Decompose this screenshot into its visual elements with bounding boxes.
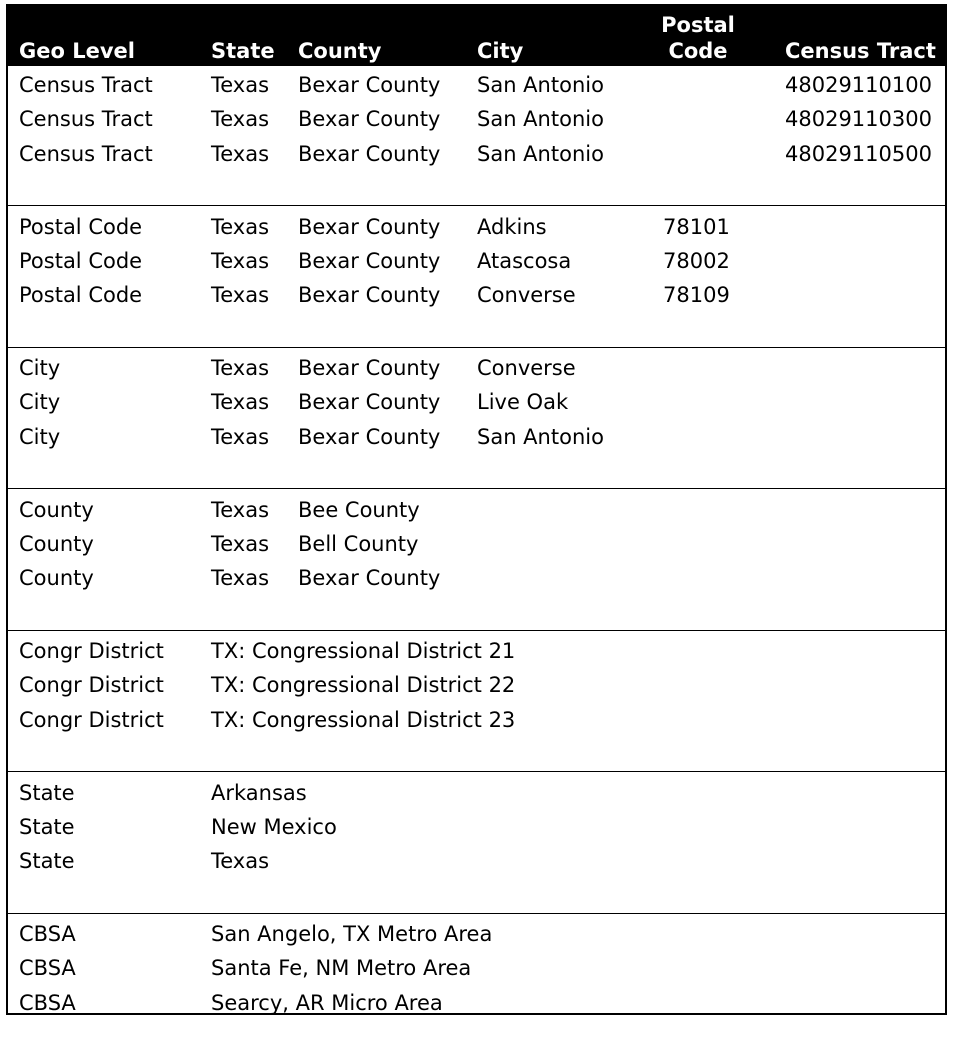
header-postal-line2: Code (668, 39, 728, 63)
state-cell: Arkansas (211, 780, 307, 805)
table-row (8, 561, 945, 595)
geo-level-cell: State (19, 814, 75, 839)
row-group (8, 915, 945, 1055)
geo-level-cell: Congr District (19, 673, 164, 698)
table-row (8, 776, 945, 810)
geo-level-cell: CBSA (19, 922, 76, 946)
city-cell: San Antonio (477, 424, 604, 449)
state-cell: Texas (211, 849, 270, 874)
table-row (8, 668, 945, 702)
geo-level-cell: County (19, 566, 94, 591)
state-cell: Texas (211, 73, 270, 97)
city-cell: Live Oak (477, 390, 569, 415)
table-header (8, 6, 945, 66)
state-cell: TX: Congressional District 21 (211, 639, 516, 663)
table-row (8, 137, 945, 171)
city-cell: Converse (477, 283, 576, 308)
row-group (8, 349, 945, 489)
county-cell: Bell County (298, 531, 419, 556)
geo-level-cell: County (19, 531, 94, 556)
table-row (8, 986, 945, 1020)
geo-level-cell: City (19, 356, 61, 380)
geo-level-cell: County (19, 497, 94, 522)
county-cell: Bexar County (298, 566, 441, 591)
table-row (8, 917, 945, 951)
county-cell: Bexar County (298, 424, 441, 449)
postal-code-cell: 78002 (663, 248, 730, 273)
county-cell: Bexar County (298, 283, 441, 308)
geo-level-cell: Census Tract (19, 141, 153, 166)
geo-level-cell: Census Tract (19, 73, 153, 97)
county-cell: Bexar County (298, 356, 441, 380)
table-row (8, 703, 945, 737)
table-row (8, 634, 945, 668)
geo-level-cell: Postal Code (19, 248, 143, 273)
row-group (8, 491, 945, 631)
geo-level-cell: Congr District (19, 707, 164, 732)
header-county: County (298, 39, 382, 63)
table-row (8, 68, 945, 102)
geo-level-cell: State (19, 780, 75, 805)
city-cell: San Antonio (477, 141, 604, 166)
geo-level-cell: Postal Code (19, 214, 143, 239)
county-cell: Bexar County (298, 141, 441, 166)
row-group (8, 208, 945, 348)
state-cell: Santa Fe, NM Metro Area (211, 956, 472, 981)
state-cell: San Angelo, TX Metro Area (211, 922, 493, 946)
state-cell: Texas (211, 214, 270, 239)
city-cell: San Antonio (477, 107, 604, 132)
postal-code-cell: 78101 (663, 214, 730, 239)
state-cell: TX: Congressional District 22 (211, 673, 516, 698)
row-group (8, 774, 945, 914)
table-row (8, 244, 945, 278)
county-cell: Bexar County (298, 107, 441, 132)
header-postal-line1: Postal (661, 13, 735, 37)
geo-level-cell: CBSA (19, 956, 76, 981)
table-row (8, 385, 945, 419)
state-cell: Texas (211, 356, 270, 380)
geo-level-cell: Postal Code (19, 283, 143, 308)
state-cell: New Mexico (211, 814, 337, 839)
county-cell: Bexar County (298, 390, 441, 415)
state-cell: TX: Congressional District 23 (211, 707, 516, 732)
census-tract-cell: 48029110300 (785, 107, 932, 132)
geo-level-cell: Congr District (19, 639, 164, 663)
row-group (8, 66, 945, 206)
county-cell: Bexar County (298, 73, 441, 97)
table-row (8, 278, 945, 312)
census-tract-cell: 48029110500 (785, 141, 932, 166)
geo-level-cell: City (19, 390, 61, 415)
table-row (8, 102, 945, 136)
state-cell: Texas (211, 497, 270, 522)
table-row (8, 527, 945, 561)
geo-level-cell: City (19, 424, 61, 449)
table-row (8, 351, 945, 385)
geo-level-cell: CBSA (19, 990, 76, 1015)
city-cell: Converse (477, 356, 576, 380)
state-cell: Texas (211, 424, 270, 449)
city-cell: Adkins (477, 214, 547, 239)
row-group (8, 632, 945, 772)
state-cell: Texas (211, 141, 270, 166)
geo-level-cell: Census Tract (19, 107, 153, 132)
state-cell: Texas (211, 248, 270, 273)
city-cell: Atascosa (477, 248, 572, 273)
table-row (8, 844, 945, 878)
city-cell: San Antonio (477, 73, 604, 97)
county-cell: Bexar County (298, 248, 441, 273)
table-row (8, 210, 945, 244)
postal-code-cell: 78109 (663, 283, 730, 308)
header-state: State (211, 39, 275, 63)
state-cell: Texas (211, 390, 270, 415)
county-cell: Bee County (298, 497, 420, 522)
county-cell: Bexar County (298, 214, 441, 239)
table-row (8, 493, 945, 527)
header-census-tract: Census Tract (785, 39, 936, 63)
geo-level-table (6, 4, 947, 1015)
state-cell: Texas (211, 107, 270, 132)
table-row (8, 810, 945, 844)
state-cell: Texas (211, 531, 270, 556)
table-row (8, 951, 945, 985)
state-cell: Texas (211, 566, 270, 591)
header-geo-level: Geo Level (19, 39, 135, 63)
geo-level-cell: State (19, 849, 75, 874)
table-row (8, 420, 945, 454)
census-tract-cell: 48029110100 (785, 73, 932, 97)
state-cell: Texas (211, 283, 270, 308)
header-city: City (477, 39, 524, 63)
state-cell: Searcy, AR Micro Area (211, 990, 443, 1015)
